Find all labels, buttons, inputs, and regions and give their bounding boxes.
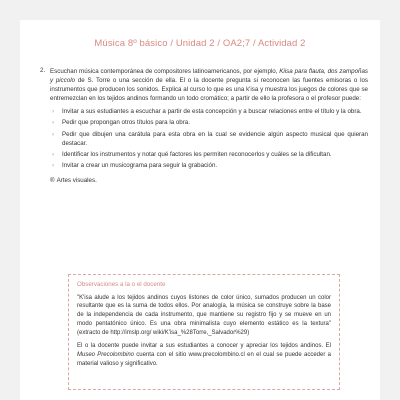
observaciones-paragraph-2 — [77, 342, 331, 368]
paragraph-2-text-b: cuenta con el sitio www.precolombino.cl en el cual se puede acceder a material valioso y significativo. — [77, 351, 331, 367]
activity-number: 2. — [40, 67, 46, 74]
list-item-text: Pedir que dibujen una carátula para esta obra en la cual se evidencie algún aspecto musical que quieran destacar. — [62, 130, 368, 147]
document-page — [20, 20, 380, 400]
activity-bullet-list — [50, 107, 368, 170]
chevron-right-icon: › — [52, 108, 55, 116]
intro-text-1: Escuchan música contemporánea de compositores latinoamericanos, por ejemplo, — [50, 68, 280, 75]
list-item-text: Invitar a crear un musicograma para seguir la grabación. — [62, 161, 218, 169]
chevron-right-icon: › — [52, 150, 55, 158]
list-item-text: Identificar los instrumentos y notar qué factores les permiten reconocerlos y cuáles se la dificultan. — [62, 150, 332, 158]
activity-body — [50, 67, 368, 185]
chevron-right-icon: › — [52, 130, 55, 138]
activity-intro — [50, 67, 368, 103]
list-item — [50, 150, 368, 159]
list-item — [50, 118, 368, 127]
chevron-right-icon: › — [52, 161, 55, 169]
list-item — [50, 130, 368, 148]
museum-name: Museo Precolombino — [77, 351, 134, 358]
list-item — [50, 161, 368, 170]
page-header-title: Música 8º básico / Unidad 2 / OA2;7 / Actividad 2 — [94, 38, 306, 49]
chevron-right-icon: › — [52, 119, 55, 127]
observaciones-title: Observaciones a la o el docente — [77, 281, 166, 288]
observaciones-box — [68, 274, 340, 390]
artes-visuales-label: Artes visuales. — [56, 176, 97, 184]
observaciones-paragraph-1: "K'isa alude a los tejidos andinos cuyos listones de color único, sumados producen un color resultante que es la suma de todos ellos. Por analogía, la música se construye sobre la base de la independencia de cada instrumento, que mantiene su registro fijo y se mueve en un modo pentatónico único. Es una obra minimalista cuyo elemento estático es la textura" (extracto de http://imslp.org/ wiki/K'isa_%28Torre,_Salvador%29) — [77, 294, 331, 336]
paragraph-2-text-a: El o la docente puede invitar a sus estudiantes a conocer y apreciar los tejidos andinos. El — [77, 343, 331, 350]
list-item-text: Pedir que propongan otros títulos para la obra. — [62, 119, 190, 127]
artes-visuales-note — [50, 176, 368, 185]
list-item-text: Invitar a sus estudiantes a escuchar a partir de esta concepción y a buscar relaciones entre el título y la obra. — [62, 108, 362, 116]
intro-text-2: de S. Torre o una sección de ella. El o la docente pregunta si reconocen las fuentes emisoras o los instrumentos que producen los sonidos. Explica al curso lo que es una k'isa y muestra los juegos de colores que se entremezclan en los tejidos andinos formando un todo cromático; a partir de ello la profesora o el profesor puede: — [50, 77, 369, 103]
intro-works: Kiisa para flauta, dos zampoñas y piccolo — [50, 68, 368, 85]
list-item — [50, 107, 368, 116]
registered-mark-icon: ® — [50, 176, 55, 184]
